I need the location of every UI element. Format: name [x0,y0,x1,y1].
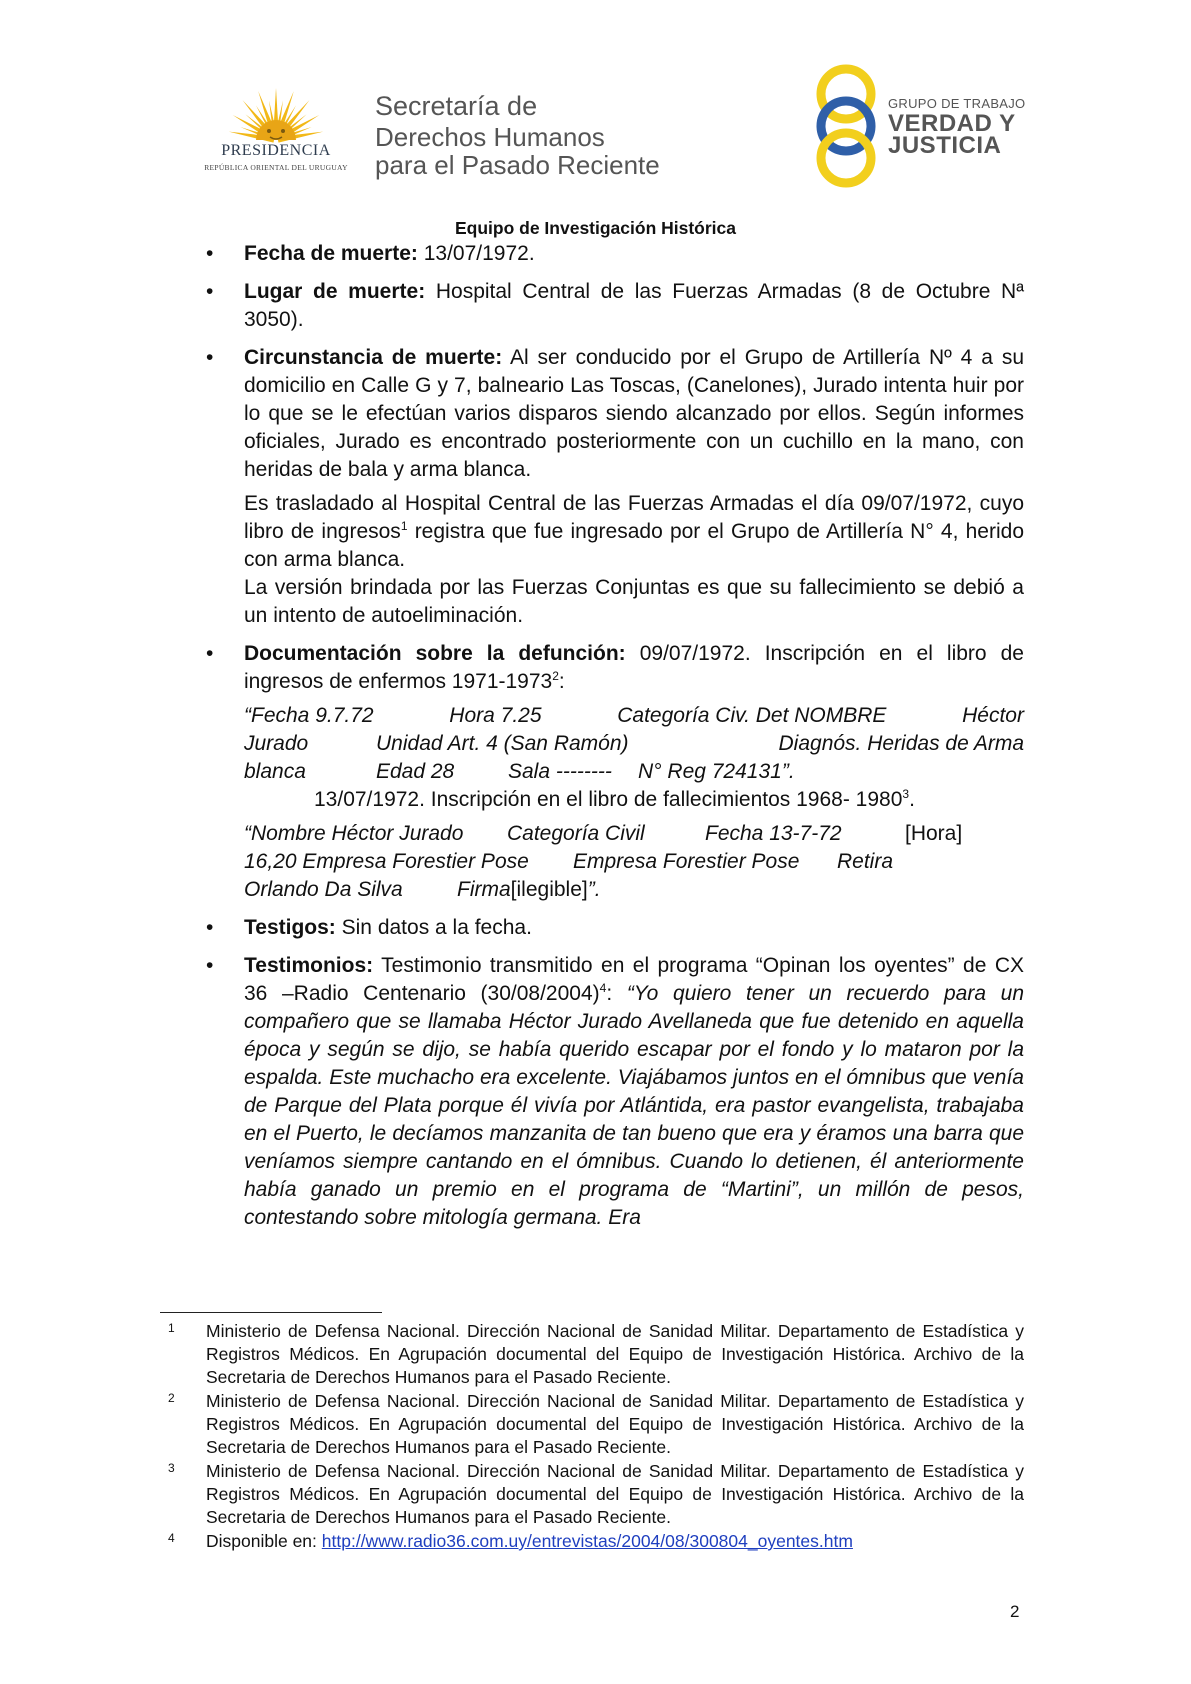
quote-cell: Categoría Civil [507,822,645,845]
quote-cell: 16,20 Empresa Forestier Pose [244,850,529,873]
grupo-trabajo-label: GRUPO DE TRABAJO [888,96,1026,111]
bullet: • [206,280,214,303]
radio36-link[interactable]: http://www.radio36.com.uy/entrevistas/2004/08/300804_oyentes.htm [321,1531,853,1551]
bullet: • [206,242,214,265]
quote-cell: blanca [244,760,306,783]
presidencia-subtitle: REPÚBLICA ORIENTAL DEL URUGUAY [204,163,348,172]
quote-cell: “Fecha 9.7.72 [244,704,374,727]
quote-cell: Categoría Civ. Det NOMBRE [617,704,887,727]
footnote-text: Ministerio de Defensa Nacional. Dirección Nacional de Sanidad Militar. Departamento de Estadística y Registros Médicos. En Agrupación documental del Equipo de Investigación Histórica. Archivo de la Secretaria de Derechos Humanos para el Pasado Reciente. [206,1461,1024,1527]
footnote-number: 4 [168,1531,175,1545]
list-item-circunstancia [196,344,1024,630]
quote-cell: Héctor [962,704,1024,727]
list-item-testimonios [196,952,1024,1232]
quote-cell: Retira [837,850,894,873]
justicia-label: JUSTICIA [888,132,1002,159]
quote-fallecimientos [244,820,1024,904]
list-item-testigos [196,914,1024,942]
lugar-value: Hospital Central de las Fuerzas Armadas (8 de Octubre Nª 3050). [244,280,1024,331]
footnote-3 [163,1460,1024,1529]
footnote-ref-3[interactable]: 3 [902,787,910,801]
testigos-label: Testigos: [244,916,336,939]
bullet: • [206,954,214,977]
bullet: • [206,916,214,939]
quote-cell: Unidad Art. 4 (San Ramón) [376,732,629,755]
team-heading: Equipo de Investigación Histórica [454,218,737,238]
circunstancia-p3: La versión brindada por las Fuerzas Conjuntas es que su fallecimiento se debió a un intento de autoeliminación. [244,576,1024,627]
quote-row [244,702,1024,730]
testigos-value: Sin datos a la fecha. [335,916,532,939]
list-item-documentacion [196,640,1024,904]
quote-row [244,820,1024,848]
secretaria-title-line2: Derechos Humanos [375,122,605,152]
footnote-number: 3 [168,1461,175,1475]
quote-cell: Hora 7.25 [449,704,542,727]
quote-cell: “Nombre Héctor Jurado [244,822,464,845]
quote-cell: [Hora] [905,822,963,845]
quote-cell: N° Reg 724131”. [638,760,795,783]
lugar-label: Lugar de muerte: [244,280,426,303]
fallecimiento-text: 13/07/1972. Inscripción en el libro de fallecimientos 1968- 1980 [314,788,903,811]
footnote-number: 1 [168,1321,175,1335]
footnote-number: 2 [168,1391,175,1405]
quote-cell: Orlando Da Silva [244,878,403,901]
quote-row [244,848,1024,876]
list-item-lugar [196,278,1024,334]
circunstancia-p1: Al ser conducido por el Grupo de Artillería Nº 4 a su domicilio en Calle G y 7, balneario Las Toscas, (Canelones), Jurado intenta huir por lo que se le efectúan varios disparos siendo alcanzado por ellos. Según informes oficiales, Jurado es encontrado posteriormente con un cuchillo en la mano, con heridas de bala y arma blanca. [244,346,1025,481]
footnote-1 [163,1320,1024,1389]
testimonios-label: Testimonios: [244,954,374,977]
presidencia-label: PRESIDENCIA [221,142,331,159]
quote-cell: Jurado [244,732,309,755]
documentacion-label: Documentación sobre la defunción: [244,642,626,665]
verdad-justicia-rings-logo [806,64,886,189]
circunstancia-label: Circunstancia de muerte: [244,346,503,369]
footnote-text: Ministerio de Defensa Nacional. Dirección Nacional de Sanidad Militar. Departamento de Estadística y Registros Médicos. En Agrupación documental del Equipo de Investigación Histórica. Archivo de la Secretaria de Derechos Humanos para el Pasado Reciente. [206,1321,1024,1387]
footnote-ref-1[interactable]: 1 [400,519,408,533]
secretaria-title-line3: para el Pasado Reciente [375,150,660,180]
quote-cell: Fecha 13-7-72 [705,822,842,845]
quote-cell: Edad 28 [376,760,455,783]
testimonios-intro-end: : [606,982,627,1005]
quote-cell: [ilegible] [510,878,588,901]
documentacion-intro: 09/07/1972. Inscripción en el libro de ingresos de enfermos 1971-1973 [244,642,1024,693]
circunstancia-p2-a: Es trasladado al Hospital Central de las Fuerzas Armadas el día 09/07/1972, cuyo libro de ingresos [244,492,1024,543]
fecha-label: Fecha de muerte: [244,242,418,265]
fallecimiento-line [244,786,1024,814]
quote-row [244,876,1024,904]
quote-cell: ”. [587,878,601,901]
fallecimiento-end: . [909,788,915,811]
secretaria-title-line1: Secretaría de [375,91,538,121]
footnote-text: Disponible en: [206,1531,322,1551]
document-body [196,240,1024,1242]
quote-cell: Diagnós. Heridas de Arma [778,732,1024,755]
testimonios-quote: “Yo quiero tener un recuerdo para un compañero que se llamaba Héctor Jurado Avellaneda que fue detenido en aquella época y según se dijo, se había querido escapar por el fondo y lo mataron por la espalda. Este muchacho era excelente. Viajábamos juntos en el ómnibus que venía de Parque del Plata porque él vivía por Atlántida, era pastor evangelista, trabajaba en el Puerto, le decíamos manzanita de tan bueno que era y éramos una barra que veníamos siempre cantando en el ómnibus. Cuando lo detienen, él anteriormente había ganado un premio en el programa de “Martini”, un millón de pesos, contestando sobre mitología germana. Era [244,982,1025,1229]
verdad-label: VERDAD Y [888,110,1016,137]
quote-ingresos [244,702,1024,786]
quote-cell: Empresa Forestier Pose [573,850,800,873]
list-item-fecha [196,240,1024,268]
footnote-ref-4[interactable]: 4 [599,981,607,995]
quote-cell: Firma [457,878,511,901]
footnote-ref-2[interactable]: 2 [552,669,559,683]
footnotes [163,1320,1024,1554]
footnote-2 [163,1390,1024,1459]
footnote-4 [163,1530,1024,1553]
footnote-text: Ministerio de Defensa Nacional. Dirección Nacional de Sanidad Militar. Departamento de Estadística y Registros Médicos. En Agrupación documental del Equipo de Investigación Histórica. Archivo de la Secretaria de Derechos Humanos para el Pasado Reciente. [206,1391,1024,1457]
fecha-value: 13/07/1972. [417,242,535,265]
documentacion-intro-end: : [558,670,565,693]
testimonios-intro: Testimonio transmitido en el programa “Opinan los oyentes” de CX 36 –Radio Centenario (30/08/2004) [244,954,1024,1005]
bullet: • [206,346,214,369]
bullet: • [206,642,214,665]
circunstancia-p2-b: registra que fue ingresado por el Grupo de Artillería N° 4, herido con arma blanca. [244,520,1025,571]
quote-cell: Sala -------- [508,760,612,783]
quote-row [244,730,1024,758]
footnote-separator [160,1312,382,1313]
page-number: 2 [1010,1602,1020,1621]
quote-row [244,758,1024,786]
